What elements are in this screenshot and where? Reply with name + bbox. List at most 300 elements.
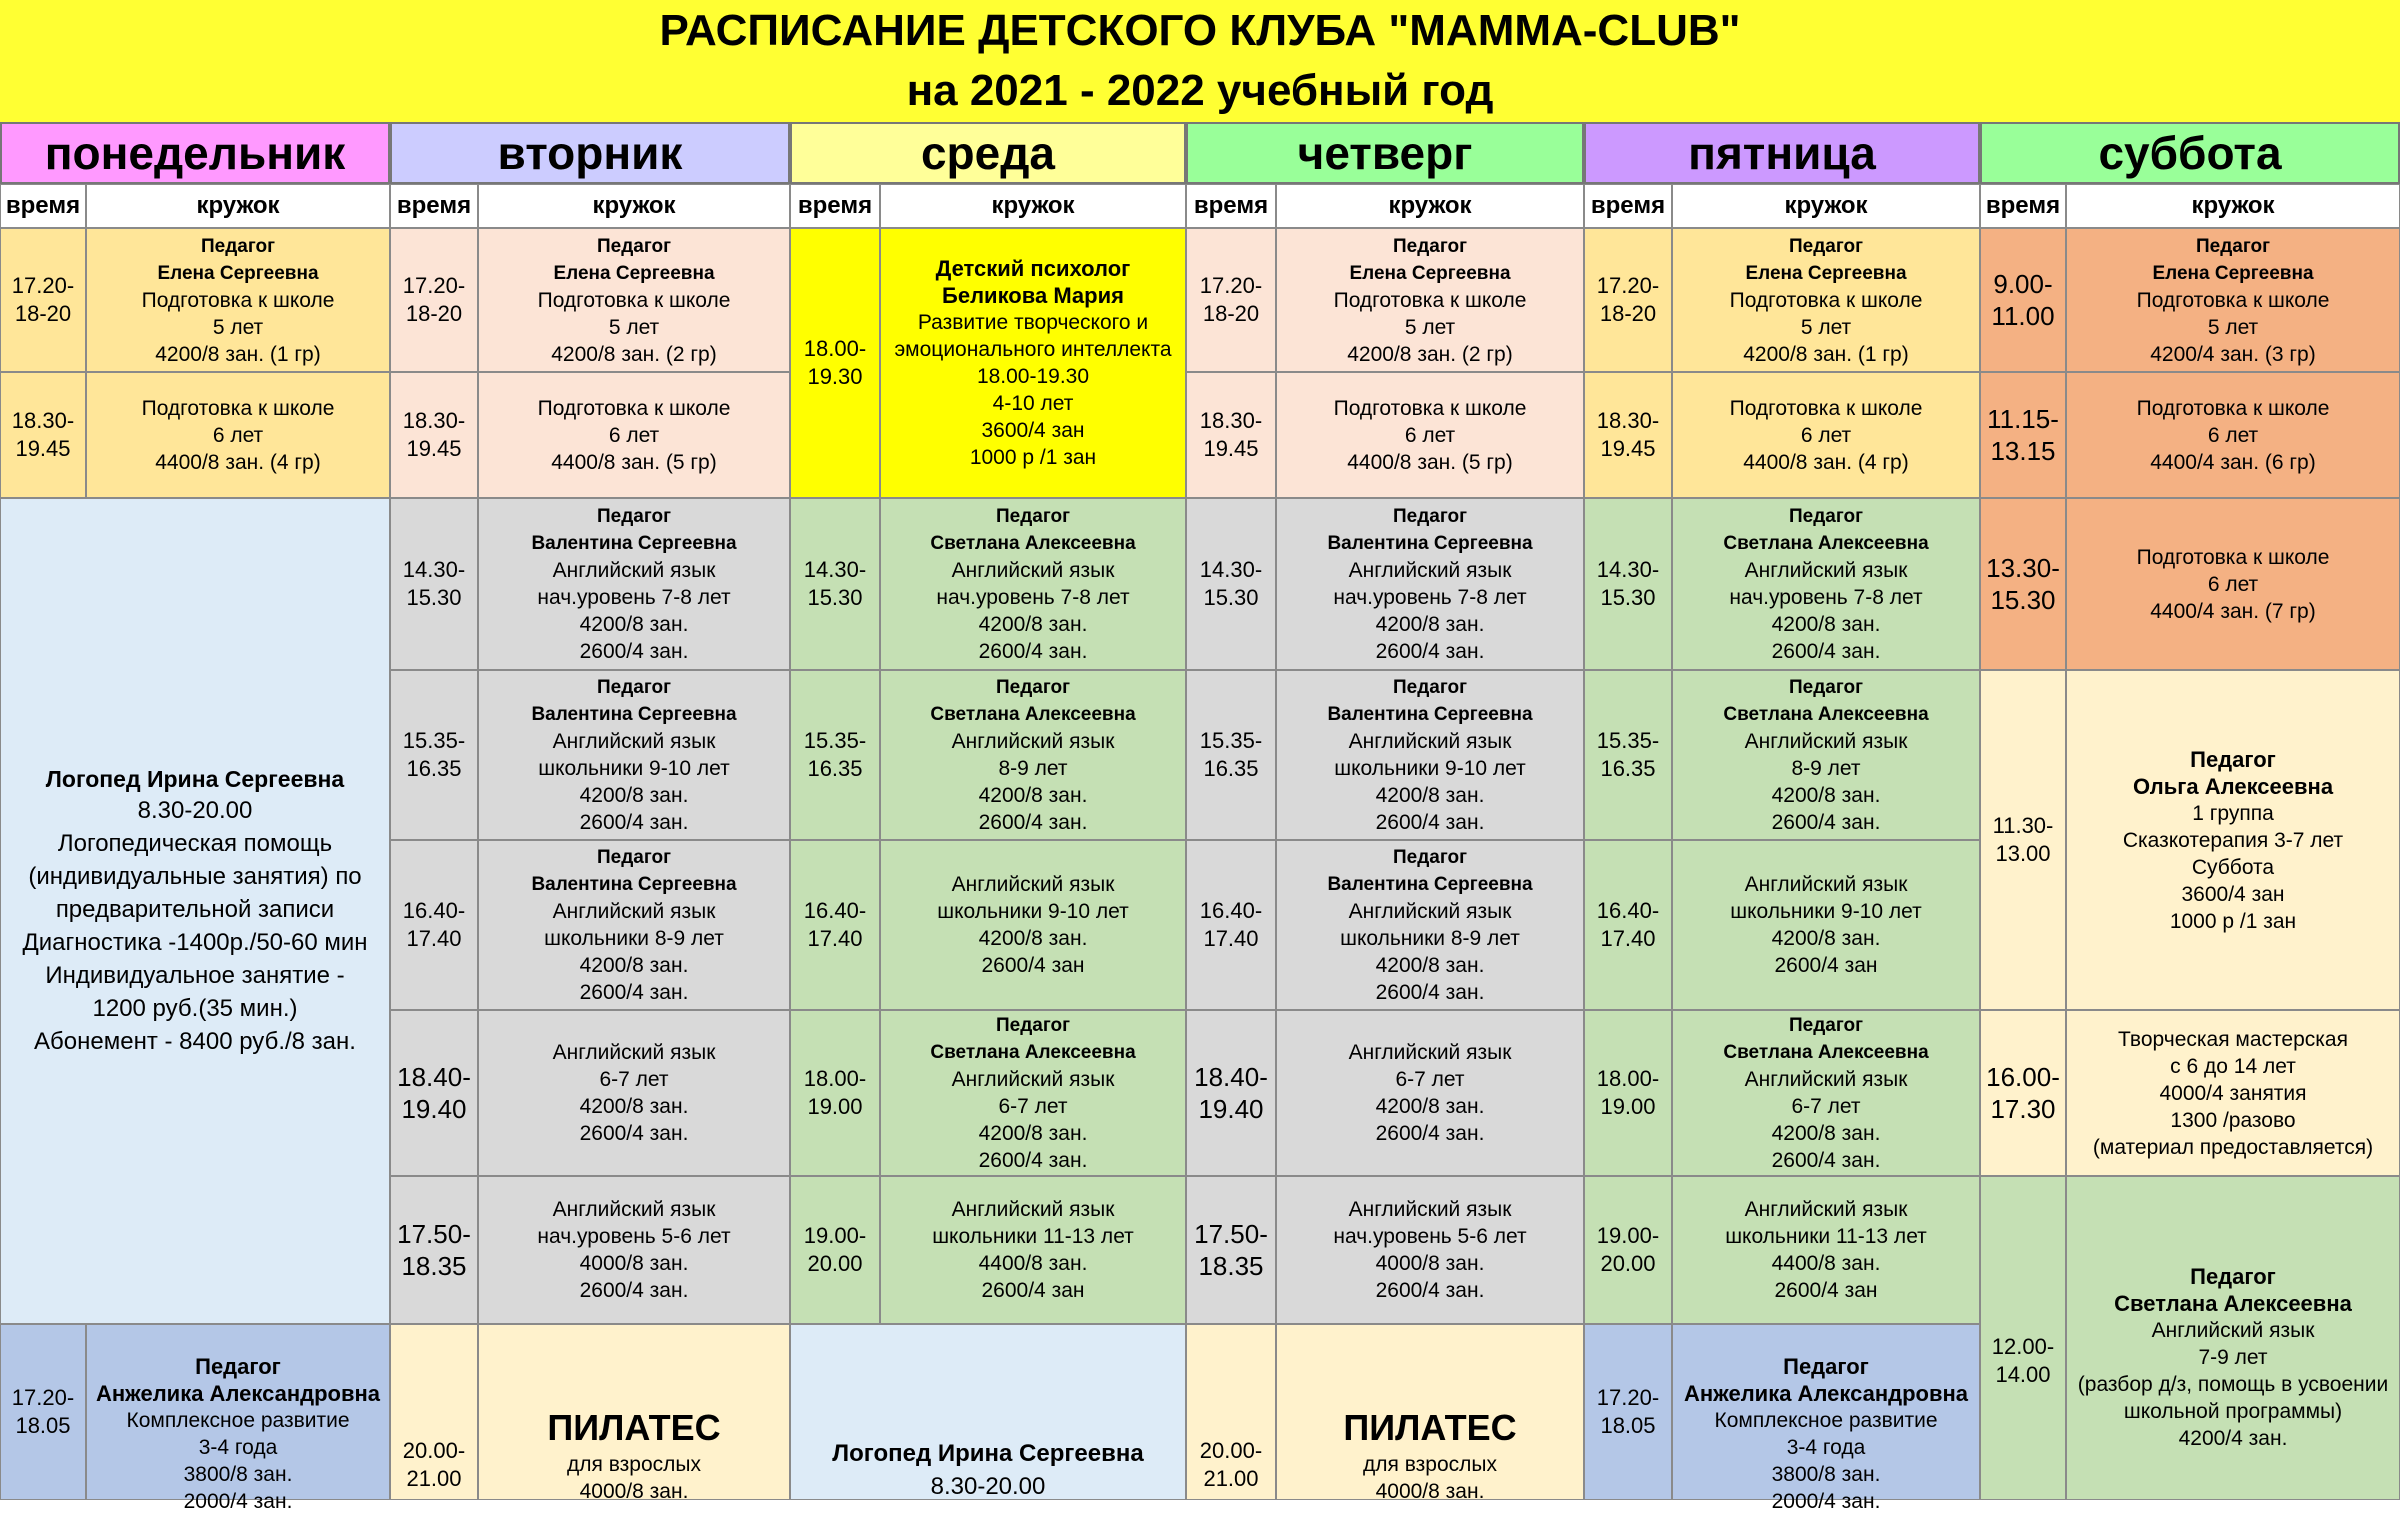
teacher-name: Валентина Сергеевна [531, 874, 737, 895]
header-time: время [0, 184, 86, 228]
friday-slot-5 [1672, 840, 1980, 1010]
teacher-label: Педагог [1392, 506, 1468, 527]
class-age: нач.уровень 7-8 лет [1729, 586, 1923, 609]
class-price: 4400/8 зан. (4 гр) [155, 450, 321, 474]
class-name: Английский язык [1744, 873, 1908, 896]
class-name: Английский язык [1744, 1198, 1908, 1221]
friday-slot-8-time: 17.20- 18.05 [1584, 1324, 1672, 1500]
class-price: 2600/4 зан. [1375, 1279, 1485, 1302]
teacher-label: Педагог [1788, 677, 1864, 698]
logoped-title: Логопед Ирина Сергеевна [832, 1440, 1144, 1467]
wednesday-slot-5-time: 16.40- 17.40 [790, 840, 880, 1010]
class-price: 2600/4 зан. [1375, 811, 1485, 834]
class-age: 6-7 лет [1791, 1095, 1861, 1118]
class-price: 2600/4 зан. [1771, 1149, 1881, 1172]
class-line: 1300 /разово [2170, 1108, 2296, 1132]
class-price: 2600/4 зан [1774, 1279, 1878, 1302]
class-name: Подготовка к школе [2136, 288, 2330, 312]
class-age: нач.уровень 7-8 лет [1333, 586, 1527, 609]
logoped-title: Логопед Ирина Сергеевна [45, 766, 345, 792]
friday-slot-4-time: 15.35- 16.35 [1584, 670, 1672, 840]
title-line-2: на 2021 - 2022 учебный год [906, 66, 1494, 115]
class-price: 2600/4 зан. [579, 981, 689, 1004]
class-price: 4200/8 зан. (1 гр) [155, 342, 321, 366]
class-name: Английский язык [1348, 900, 1512, 923]
class-age: школьники 9-10 лет [1730, 900, 1922, 923]
psychologist-name: Беликова Мария [942, 283, 1124, 308]
class-age: 6-7 лет [1395, 1068, 1465, 1091]
class-line: Суббота [2191, 855, 2275, 879]
thursday-slot-7-time: 17.50- 18.35 [1186, 1176, 1276, 1324]
class-line: 4000/4 занятия [2159, 1081, 2307, 1105]
class-price: 4400/4 зан. (6 гр) [2150, 450, 2316, 474]
teacher-name: Ольга Алексеевна [2132, 773, 2334, 799]
header-time: время [1186, 184, 1276, 228]
class-price: 4200/8 зан. [1771, 1122, 1881, 1145]
monday-slot-2 [86, 372, 390, 498]
class-name: Английский язык [552, 559, 716, 582]
class-age: 6 лет [2207, 423, 2259, 447]
class-age: 8-9 лет [998, 757, 1068, 780]
tuesday-slot-6-time: 18.40- 19.40 [390, 1010, 478, 1176]
class-price: 2600/4 зан. [978, 1149, 1088, 1172]
teacher-name: Валентина Сергеевна [1327, 704, 1533, 725]
schedule-title [0, 0, 2400, 124]
class-price: 4200/8 зан. [1771, 927, 1881, 950]
tuesday-slot-3-time: 14.30- 15.30 [390, 498, 478, 670]
class-price: 4200/8 зан. (2 гр) [551, 342, 717, 366]
class-name: Подготовка к школе [1333, 288, 1527, 312]
wednesday-slot-5 [880, 840, 1186, 1010]
class-line: Развитие творческого и [917, 311, 1149, 334]
friday-slot-7-time: 19.00- 20.00 [1584, 1176, 1672, 1324]
class-age: 6-7 лет [998, 1095, 1068, 1118]
class-price: 4200/4 зан. (3 гр) [2150, 342, 2316, 366]
wednesday-slot-6-time: 18.00- 19.00 [790, 1010, 880, 1176]
saturday-slot-3 [2066, 498, 2400, 670]
teacher-name: Светлана Алексеевна [930, 1042, 1136, 1063]
logoped-line: предварительной записи [55, 896, 335, 923]
class-price: 4200/8 зан. [1375, 954, 1485, 977]
saturday-slot-6-time: 16.00- 17.30 [1980, 1010, 2066, 1176]
class-age: школьники 11-13 лет [1725, 1225, 1927, 1248]
thursday-slot-8 [1276, 1324, 1584, 1503]
header-time: время [1980, 184, 2066, 228]
class-age: 5 лет [2207, 315, 2259, 339]
class-age: школьники 8-9 лет [544, 927, 724, 950]
monday-slot-1 [86, 228, 390, 372]
class-line: Английский язык [2151, 1319, 2315, 1342]
class-name: Подготовка к школе [141, 288, 335, 312]
teacher-name: Елена Сергеевна [1745, 262, 1907, 284]
class-price: 4200/8 зан. [579, 954, 689, 977]
class-price: 4000/8 зан. [1375, 1480, 1485, 1503]
logoped-line: Индивидуальное занятие - [45, 962, 345, 989]
wednesday-slot-7-time: 19.00- 20.00 [790, 1176, 880, 1324]
class-name: Подготовка к школе [2136, 545, 2330, 569]
class-price: 4000/8 зан. [1375, 1252, 1485, 1275]
header-activity: кружок [1276, 184, 1584, 228]
class-name: Английский язык [1744, 559, 1908, 582]
friday-slot-8 [1672, 1324, 1980, 1513]
class-name: Английский язык [552, 900, 716, 923]
class-line: (разбор д/з, помощь в усвоении [2077, 1373, 2389, 1396]
header-activity: кружок [2066, 184, 2400, 228]
friday-slot-4 [1672, 670, 1980, 840]
wednesday-slot-3 [880, 498, 1186, 670]
thursday-slot-6-time: 18.40- 19.40 [1186, 1010, 1276, 1176]
teacher-label: Педагог [1788, 506, 1864, 527]
friday-slot-1-time: 17.20- 18-20 [1584, 228, 1672, 372]
class-price: 2600/4 зан. [978, 811, 1088, 834]
thursday-slot-8-time: 20.00- 21.00 [1186, 1324, 1276, 1500]
thursday-slot-4 [1276, 670, 1584, 840]
day-wednesday: среда [790, 122, 1186, 184]
class-name: ПИЛАТЕС [1343, 1407, 1517, 1448]
class-line: 1 группа [2192, 801, 2274, 825]
tuesday-slot-1 [478, 228, 790, 372]
class-line: 1000 р /1 зан [969, 446, 1097, 469]
class-age: 6-7 лет [599, 1068, 669, 1091]
wednesday-slot-1-time: 18.00- 19.30 [790, 228, 880, 498]
class-age: 5 лет [608, 315, 660, 339]
class-name: Подготовка к школе [537, 396, 731, 420]
class-age: школьники 9-10 лет [538, 757, 730, 780]
class-line: 18.00-19.30 [976, 365, 1090, 388]
class-price: 4200/8 зан. [1771, 784, 1881, 807]
class-price: 2600/4 зан. [1375, 1122, 1485, 1145]
class-name: Английский язык [1744, 1068, 1908, 1091]
teacher-name: Светлана Алексеевна [1723, 1042, 1929, 1063]
teacher-name: Валентина Сергеевна [1327, 533, 1533, 554]
class-price-extra: 2000/4 зан. [1771, 1490, 1881, 1513]
class-name: Подготовка к школе [2136, 396, 2330, 420]
teacher-name: Анжелика Александровна [95, 1381, 381, 1406]
class-price: 2600/4 зан [1774, 954, 1878, 977]
teacher-label: Педагог [2190, 746, 2276, 772]
class-price: 2600/4 зан. [1375, 981, 1485, 1004]
thursday-slot-1-time: 17.20- 18-20 [1186, 228, 1276, 372]
thursday-slot-2-time: 18.30- 19.45 [1186, 372, 1276, 498]
thursday-slot-4-time: 15.35- 16.35 [1186, 670, 1276, 840]
class-line: 7-9 лет [2198, 1346, 2268, 1369]
friday-slot-6 [1672, 1010, 1980, 1176]
friday-slot-2 [1672, 372, 1980, 498]
class-name: Английский язык [951, 559, 1115, 582]
class-price: 2600/4 зан. [579, 640, 689, 663]
class-line: 4200/4 зан. [2178, 1427, 2288, 1450]
class-name: Английский язык [951, 1068, 1115, 1091]
tuesday-slot-1-time: 17.20- 18-20 [390, 228, 478, 372]
friday-slot-3 [1672, 498, 1980, 670]
class-line: Творческая мастерская [2118, 1027, 2348, 1051]
class-line: (материал предоставляется) [2092, 1135, 2374, 1159]
tuesday-slot-5-time: 16.40- 17.40 [390, 840, 478, 1010]
saturday-slot-3-time: 13.30- 15.30 [1980, 498, 2066, 670]
class-price-extra: 2000/4 зан. [183, 1490, 293, 1513]
class-name: Английский язык [1744, 730, 1908, 753]
teacher-label: Педагог [1392, 235, 1468, 257]
thursday-slot-5-time: 16.40- 17.40 [1186, 840, 1276, 1010]
tuesday-slot-4-time: 15.35- 16.35 [390, 670, 478, 840]
class-name: Английский язык [1348, 1198, 1512, 1221]
logoped-line: 1200 руб.(35 мин.) [92, 995, 298, 1022]
thursday-slot-1 [1276, 228, 1584, 372]
tuesday-slot-6 [478, 1010, 790, 1176]
saturday-slot-7 [2066, 1176, 2400, 1500]
logoped-line: Абонемент - 8400 руб./8 зан. [34, 1028, 356, 1055]
class-line: 4-10 лет [992, 392, 1074, 415]
header-time: время [1584, 184, 1672, 228]
class-name: Подготовка к школе [141, 396, 335, 420]
psychologist-title: Детский психолог [935, 256, 1131, 281]
teacher-label: Педагог [596, 506, 672, 527]
class-price: 4400/8 зан. (5 гр) [551, 450, 717, 474]
wednesday-slot-6 [880, 1010, 1186, 1176]
thursday-slot-2 [1276, 372, 1584, 498]
teacher-label: Педагог [200, 235, 276, 257]
teacher-label: Педагог [995, 677, 1071, 698]
friday-slot-6-time: 18.00- 19.00 [1584, 1010, 1672, 1176]
class-price: 4200/8 зан. (2 гр) [1347, 342, 1513, 366]
class-price: 2600/4 зан. [1771, 811, 1881, 834]
class-line: школьной программы) [2123, 1400, 2343, 1423]
monday-slot-8 [86, 1324, 390, 1513]
wednesday-slot-3-time: 14.30- 15.30 [790, 498, 880, 670]
teacher-label: Педагог [1788, 235, 1864, 257]
class-name: Английский язык [951, 730, 1115, 753]
thursday-slot-6 [1276, 1010, 1584, 1176]
class-age: 5 лет [212, 315, 264, 339]
class-price: 2600/4 зан. [579, 1279, 689, 1302]
class-age: 6 лет [2207, 572, 2259, 596]
class-price: 4000/8 зан. [579, 1480, 689, 1503]
header-time: время [390, 184, 478, 228]
title-line-1: РАСПИСАНИЕ ДЕТСКОГО КЛУБА "MAMMA-CLUB" [659, 6, 1741, 55]
class-price: 2600/4 зан. [579, 1122, 689, 1145]
teacher-name: Елена Сергеевна [2152, 262, 2314, 284]
tuesday-slot-2-time: 18.30- 19.45 [390, 372, 478, 498]
teacher-name: Светлана Алексеевна [2114, 1291, 2352, 1316]
class-name: Английский язык [552, 1198, 716, 1221]
teacher-name: Светлана Алексеевна [930, 704, 1136, 725]
class-price: 4200/8 зан. [978, 784, 1088, 807]
teacher-label: Педагог [995, 1015, 1071, 1036]
class-price: 4200/8 зан. [1771, 613, 1881, 636]
saturday-slot-7-time: 12.00- 14.00 [1980, 1176, 2066, 1500]
friday-slot-3-time: 14.30- 15.30 [1584, 498, 1672, 670]
class-price: 4400/8 зан. (5 гр) [1347, 450, 1513, 474]
wednesday-slot-7 [880, 1176, 1186, 1324]
logoped-line: Диагностика -1400р./50-60 мин [22, 929, 368, 956]
saturday-slot-1-time: 9.00- 11.00 [1980, 228, 2066, 372]
class-price: 2600/4 зан [981, 954, 1085, 977]
class-age: 5 лет [1404, 315, 1456, 339]
teacher-name: Светлана Алексеевна [930, 533, 1136, 554]
class-age: школьники 11-13 лет [932, 1225, 1134, 1248]
friday-slot-5-time: 16.40- 17.40 [1584, 840, 1672, 1010]
class-name: Подготовка к школе [1333, 396, 1527, 420]
class-line: 1000 р /1 зан [2169, 909, 2297, 933]
class-price: 2600/4 зан. [978, 640, 1088, 663]
saturday-slot-1 [2066, 228, 2400, 372]
class-price: 4200/8 зан. [978, 1122, 1088, 1145]
class-price: 4200/8 зан. [579, 613, 689, 636]
wednesday-slot-1 [880, 228, 1186, 498]
class-price: 4200/8 зан. [579, 784, 689, 807]
saturday-slot-2 [2066, 372, 2400, 498]
friday-slot-7 [1672, 1176, 1980, 1324]
teacher-name: Елена Сергеевна [1349, 262, 1511, 284]
class-price: 4200/8 зан. [1375, 784, 1485, 807]
class-age: 8-9 лет [1791, 757, 1861, 780]
tuesday-slot-5 [478, 840, 790, 1010]
header-time: время [790, 184, 880, 228]
class-price: 2600/4 зан [981, 1279, 1085, 1302]
teacher-name: Валентина Сергеевна [531, 533, 737, 554]
day-thursday: четверг [1186, 122, 1584, 184]
class-age: 5 лет [1800, 315, 1852, 339]
day-friday: пятница [1584, 122, 1980, 184]
class-line: эмоционального интеллекта [894, 338, 1172, 361]
class-price: 3800/8 зан. [1771, 1463, 1881, 1486]
header-activity: кружок [478, 184, 790, 228]
class-price: 4000/8 зан. [579, 1252, 689, 1275]
tuesday-slot-7 [478, 1176, 790, 1324]
friday-slot-1 [1672, 228, 1980, 372]
saturday-slot-6 [2066, 1010, 2400, 1176]
class-line: 3600/4 зан [2181, 882, 2285, 906]
class-price: 4400/8 зан. [978, 1252, 1088, 1275]
class-name: Подготовка к школе [1729, 288, 1923, 312]
monday-slot-2-time: 18.30- 19.45 [0, 372, 86, 498]
teacher-name: Елена Сергеевна [553, 262, 715, 284]
teacher-name: Анжелика Александровна [1683, 1381, 1969, 1406]
day-monday: понедельник [0, 122, 390, 184]
monday-logoped [0, 498, 390, 1324]
class-price: 4200/8 зан. [1375, 1095, 1485, 1118]
class-age: нач.уровень 7-8 лет [936, 586, 1130, 609]
teacher-name: Светлана Алексеевна [1723, 704, 1929, 725]
class-name: Английский язык [1348, 559, 1512, 582]
monday-slot-8-time: 17.20- 18.05 [0, 1324, 86, 1500]
class-price: 3800/8 зан. [183, 1463, 293, 1486]
teacher-label: Педагог [1788, 1015, 1864, 1036]
class-age: 3-4 года [198, 1436, 278, 1459]
class-age: школьники 9-10 лет [937, 900, 1129, 923]
monday-slot-1-time: 17.20- 18-20 [0, 228, 86, 372]
teacher-name: Елена Сергеевна [157, 262, 319, 284]
class-subtitle: для взрослых [1363, 1453, 1497, 1476]
logoped-hours: 8.30-20.00 [930, 1473, 1046, 1500]
class-age: нач.уровень 7-8 лет [537, 586, 731, 609]
class-name: Английский язык [951, 1198, 1115, 1221]
logoped-line: (индивидуальные занятия) по [28, 863, 362, 890]
class-age: нач.уровень 5-6 лет [537, 1225, 731, 1248]
class-price: 2600/4 зан. [1375, 640, 1485, 663]
teacher-name: Светлана Алексеевна [1723, 533, 1929, 554]
teacher-name: Валентина Сергеевна [531, 704, 737, 725]
teacher-label: Педагог [995, 506, 1071, 527]
class-price: 4400/8 зан. [1771, 1252, 1881, 1275]
class-name: ПИЛАТЕС [547, 1407, 721, 1448]
teacher-label: Педагог [596, 235, 672, 257]
tuesday-slot-3 [478, 498, 790, 670]
saturday-slot-2-time: 11.15- 13.15 [1980, 372, 2066, 498]
class-price: 4200/8 зан. [978, 613, 1088, 636]
teacher-label: Педагог [1783, 1354, 1869, 1379]
class-age: 6 лет [1800, 423, 1852, 447]
tuesday-slot-8-time: 20.00- 21.00 [390, 1324, 478, 1500]
class-age: нач.уровень 5-6 лет [1333, 1225, 1527, 1248]
class-name: Комплексное развитие [1714, 1409, 1938, 1432]
thursday-slot-3 [1276, 498, 1584, 670]
header-activity: кружок [880, 184, 1186, 228]
class-age: 6 лет [608, 423, 660, 447]
friday-slot-2-time: 18.30- 19.45 [1584, 372, 1672, 498]
class-age: школьники 9-10 лет [1334, 757, 1526, 780]
tuesday-slot-7-time: 17.50- 18.35 [390, 1176, 478, 1324]
class-line: с 6 до 14 лет [2170, 1054, 2296, 1078]
thursday-slot-7 [1276, 1176, 1584, 1324]
class-name: Английский язык [552, 730, 716, 753]
wednesday-logoped [790, 1324, 1186, 1500]
teacher-label: Педагог [2190, 1264, 2276, 1289]
class-price: 4400/8 зан. (4 гр) [1743, 450, 1909, 474]
class-age: 6 лет [1404, 423, 1456, 447]
class-price: 2600/4 зан. [1771, 640, 1881, 663]
teacher-label: Педагог [1392, 677, 1468, 698]
class-name: Английский язык [951, 873, 1115, 896]
class-price: 2600/4 зан. [579, 811, 689, 834]
tuesday-slot-8 [478, 1324, 790, 1503]
day-tuesday: вторник [390, 122, 790, 184]
class-age: школьники 8-9 лет [1340, 927, 1520, 950]
teacher-name: Валентина Сергеевна [1327, 874, 1533, 895]
class-age: 3-4 года [1786, 1436, 1866, 1459]
class-line: 3600/4 зан [981, 419, 1085, 442]
header-activity: кружок [1672, 184, 1980, 228]
class-name: Подготовка к школе [1729, 396, 1923, 420]
day-saturday: суббота [1980, 122, 2400, 184]
teacher-label: Педагог [596, 677, 672, 698]
teacher-label: Педагог [596, 847, 672, 868]
class-age: 6 лет [212, 423, 264, 447]
thursday-slot-5 [1276, 840, 1584, 1010]
logoped-hours: 8.30-20.00 [137, 797, 253, 824]
class-name: Английский язык [1348, 1041, 1512, 1064]
thursday-slot-3-time: 14.30- 15.30 [1186, 498, 1276, 670]
saturday-slot-4 [2066, 670, 2400, 1010]
wednesday-slot-4 [880, 670, 1186, 840]
header-activity: кружок [86, 184, 390, 228]
class-name: Английский язык [552, 1041, 716, 1064]
wednesday-slot-4-time: 15.35- 16.35 [790, 670, 880, 840]
class-name: Комплексное развитие [126, 1409, 350, 1432]
tuesday-slot-2 [478, 372, 790, 498]
class-subtitle: для взрослых [567, 1453, 701, 1476]
logoped-line: Логопедическая помощь [57, 830, 333, 857]
class-price: 4200/8 зан. [579, 1095, 689, 1118]
class-line: Сказкотерапия 3-7 лет [2122, 828, 2344, 852]
saturday-slot-4-time: 11.30- 13.00 [1980, 670, 2066, 1010]
tuesday-slot-4 [478, 670, 790, 840]
class-name: Английский язык [1348, 730, 1512, 753]
class-name: Подготовка к школе [537, 288, 731, 312]
teacher-label: Педагог [195, 1354, 281, 1379]
teacher-label: Педагог [2195, 235, 2271, 257]
class-price: 4200/8 зан. [978, 927, 1088, 950]
